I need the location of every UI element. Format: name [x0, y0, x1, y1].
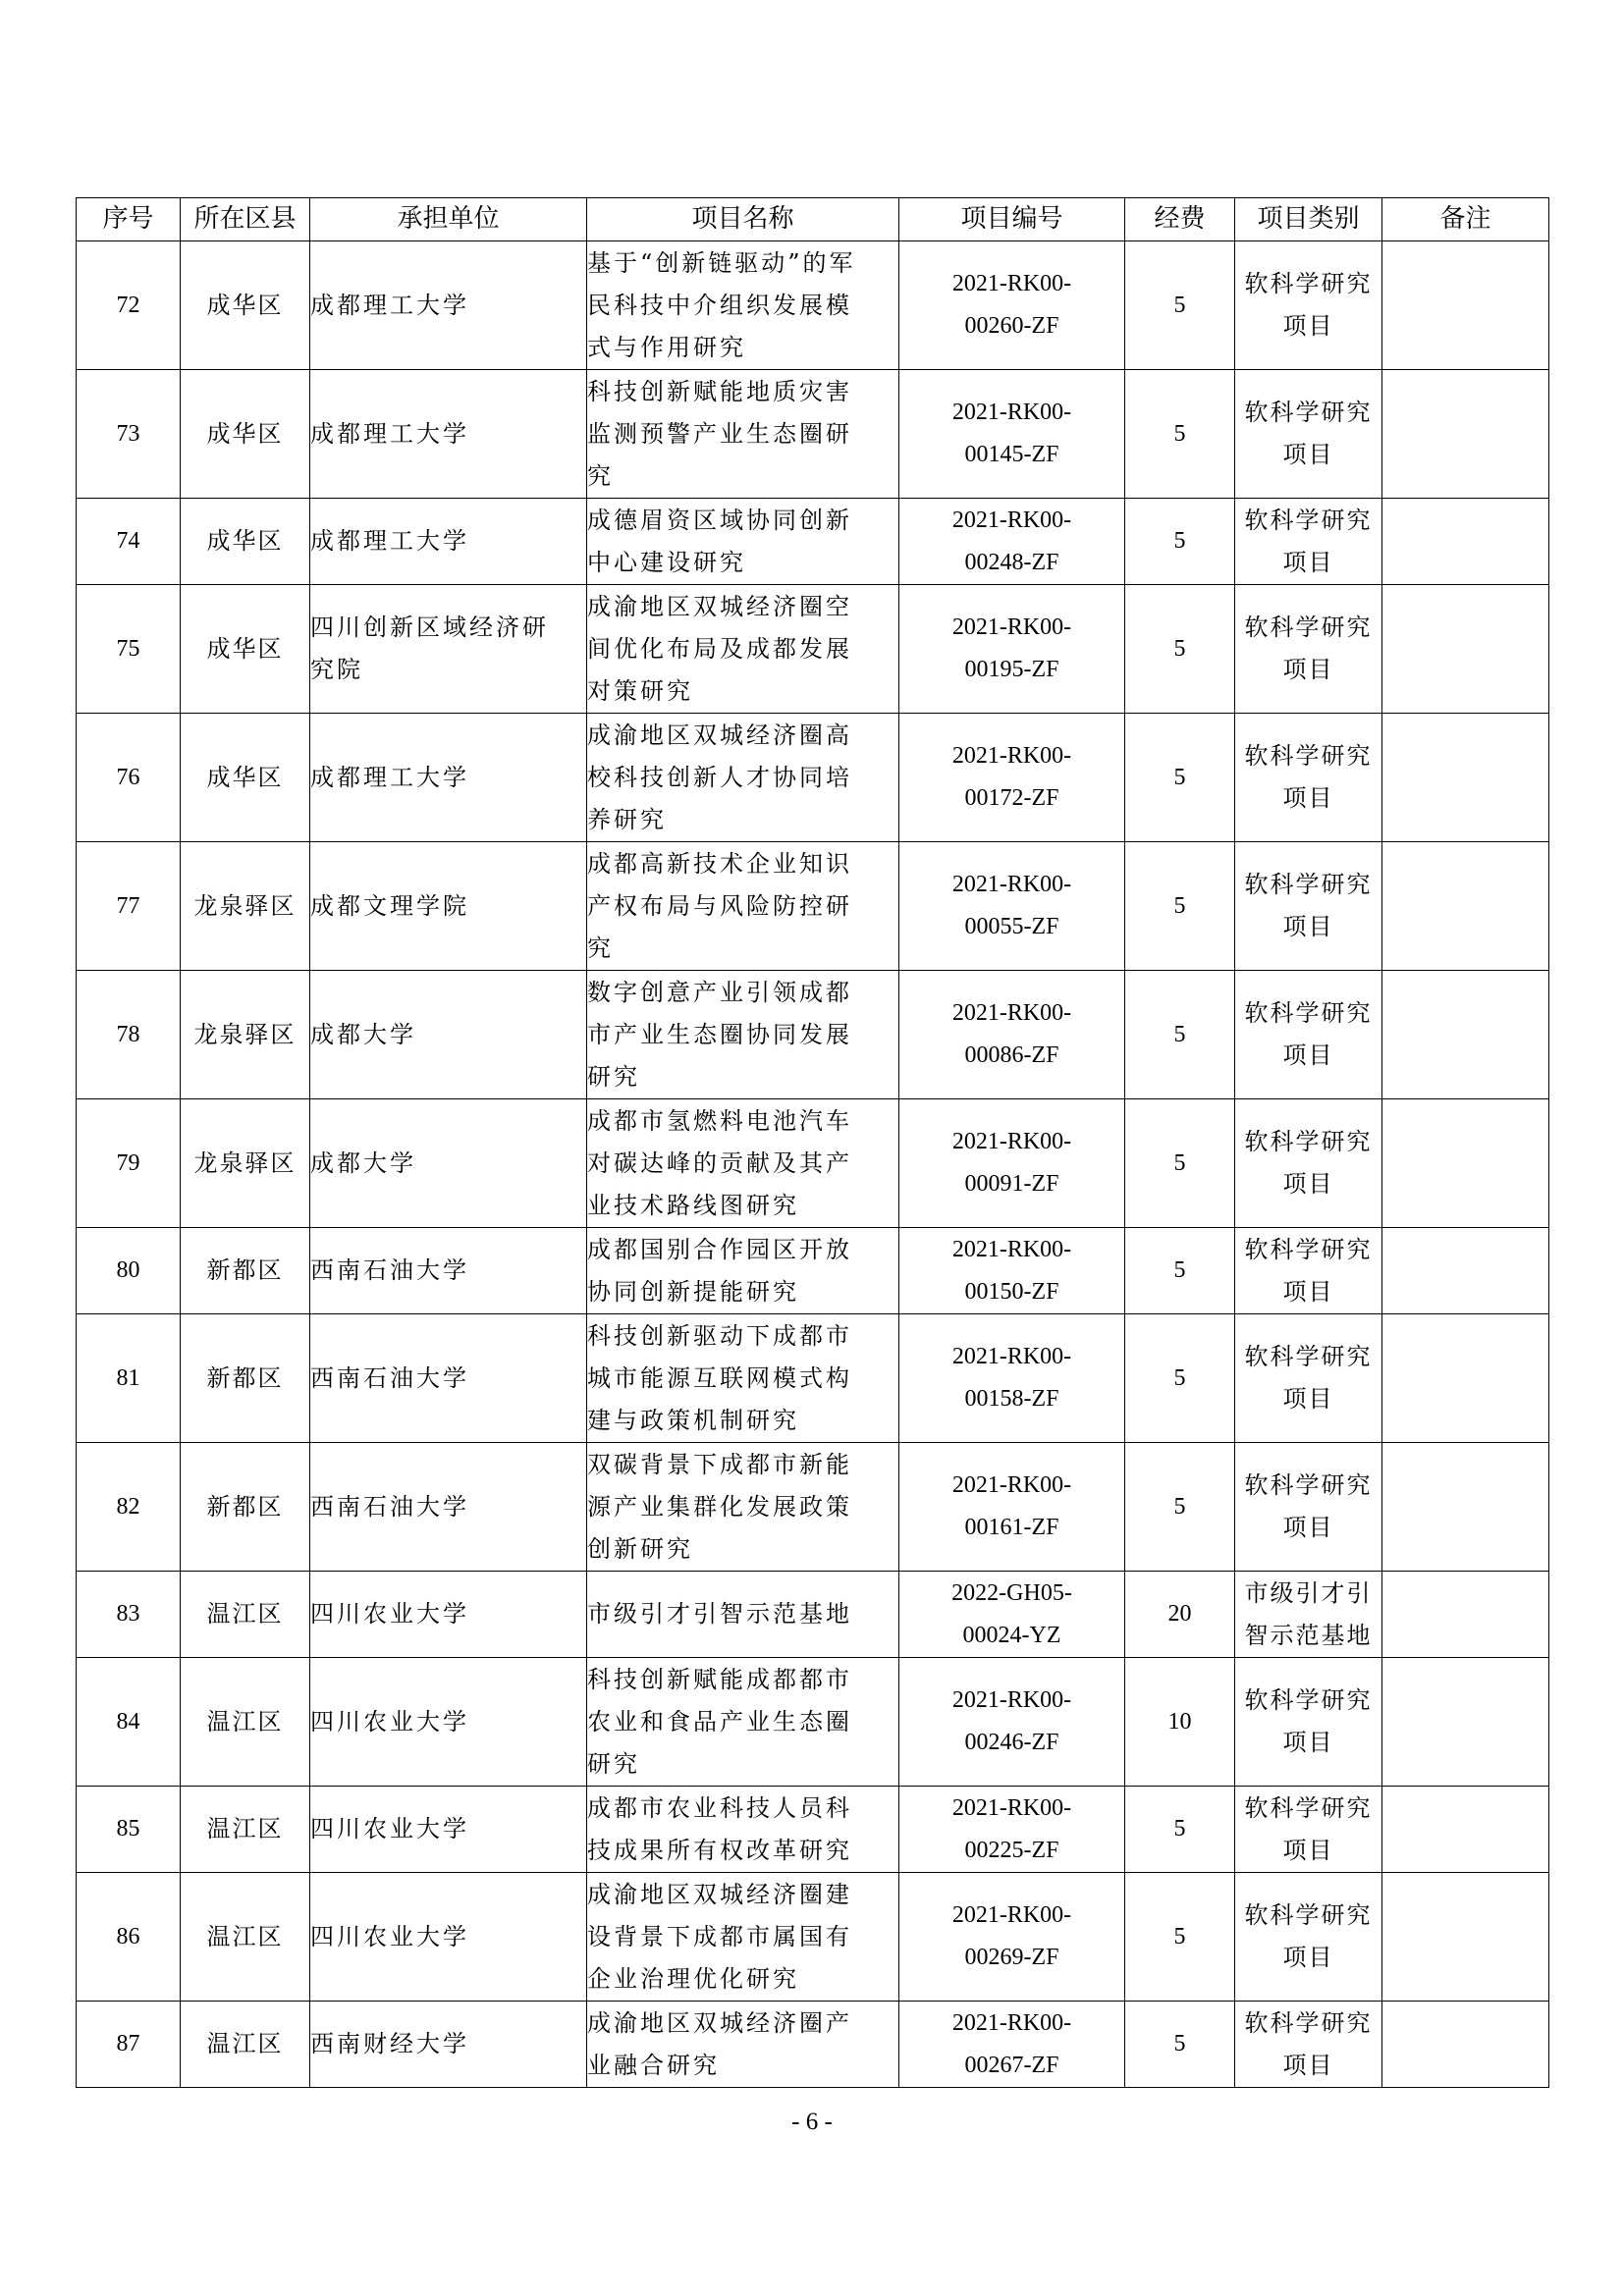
cell-note	[1382, 1572, 1549, 1658]
cell-project-name-line: 成都市农业科技人员科	[587, 1793, 852, 1822]
cell-project-name	[587, 842, 899, 971]
cell-district: 成华区	[181, 370, 310, 499]
cell-unit	[310, 1572, 587, 1658]
cell-category-line: 软科学研究	[1244, 1471, 1373, 1499]
cell-project-name	[587, 1443, 899, 1572]
table-row	[77, 2002, 1549, 2088]
cell-project-name-line: 究	[587, 461, 614, 490]
cell-district: 温江区	[181, 1787, 310, 1873]
cell-category	[1235, 585, 1382, 714]
table-row	[77, 1572, 1549, 1658]
cell-project-code	[899, 842, 1125, 971]
cell-project-name-line: 双碳背景下成都市新能	[587, 1450, 852, 1478]
table-row	[77, 1099, 1549, 1228]
cell-category-line: 项目	[1282, 1041, 1334, 1069]
cell-unit	[310, 1658, 587, 1787]
cell-unit	[310, 1228, 587, 1314]
cell-funding: 5	[1125, 1099, 1235, 1228]
cell-project-code	[899, 585, 1125, 714]
cell-project-code	[899, 1228, 1125, 1314]
cell-project-code-line: 2021-RK00-	[951, 1902, 1072, 1928]
cell-project-name	[587, 1658, 899, 1787]
cell-project-name-line: 数字创意产业引领成都	[587, 978, 852, 1006]
cell-unit-line: 成都理工大学	[310, 763, 469, 791]
cell-unit	[310, 1443, 587, 1572]
cell-unit-line: 成都大学	[310, 1148, 416, 1177]
cell-project-name-line: 成德眉资区域协同创新	[587, 506, 852, 534]
cell-project-code-line: 2022-GH05-	[951, 1579, 1072, 1606]
cell-project-code-line: 00246-ZF	[964, 1730, 1059, 1755]
cell-project-code-line: 00086-ZF	[964, 1042, 1059, 1068]
cell-project-name-line: 产权布局与风险防控研	[587, 891, 852, 920]
cell-category-line: 智示范基地	[1244, 1621, 1373, 1649]
cell-district: 成华区	[181, 714, 310, 842]
cell-project-name-line: 协同创新提能研究	[587, 1277, 799, 1306]
cell-project-name	[587, 2002, 899, 2088]
cell-project-code-line: 2021-RK00-	[951, 2009, 1072, 2036]
cell-project-code-line: 2021-RK00-	[951, 1129, 1072, 1154]
cell-project-name	[587, 585, 899, 714]
table-row	[77, 370, 1549, 499]
cell-project-code-line: 2021-RK00-	[951, 1000, 1072, 1026]
cell-note	[1382, 499, 1549, 585]
cell-project-name-line: 设背景下成都市属国有	[587, 1922, 852, 1950]
cell-project-name	[587, 241, 899, 370]
cell-category	[1235, 1314, 1382, 1443]
cell-project-name-line: 对策研究	[587, 676, 693, 705]
cell-unit	[310, 971, 587, 1099]
cell-project-name-line: 对碳达峰的贡献及其产	[587, 1148, 852, 1177]
cell-district: 成华区	[181, 499, 310, 585]
cell-project-name-line: 技成果所有权改革研究	[587, 1836, 852, 1864]
cell-project-name-line: 成渝地区双城经济圈空	[587, 592, 852, 620]
cell-project-name	[587, 499, 899, 585]
cell-project-code	[899, 499, 1125, 585]
cell-project-name-line: 城市能源互联网模式构	[587, 1363, 852, 1392]
cell-project-code-line: 00150-ZF	[964, 1278, 1059, 1305]
cell-funding: 5	[1125, 499, 1235, 585]
cell-unit-line: 西南财经大学	[310, 2030, 469, 2057]
cell-project-name-line: 中心建设研究	[587, 548, 746, 576]
cell-category-line: 项目	[1282, 548, 1334, 576]
cell-unit-line: 四川农业大学	[310, 1815, 469, 1842]
cell-district: 新都区	[181, 1228, 310, 1314]
cell-project-name-line: 建与政策机制研究	[587, 1406, 799, 1434]
table-row	[77, 971, 1549, 1099]
cell-district: 龙泉驿区	[181, 1099, 310, 1228]
cell-note	[1382, 1314, 1549, 1443]
cell-unit-line: 西南石油大学	[310, 1256, 469, 1284]
cell-funding: 5	[1125, 370, 1235, 499]
header-project-name: 项目名称	[587, 198, 899, 241]
cell-project-code	[899, 714, 1125, 842]
cell-project-code	[899, 241, 1125, 370]
cell-project-code	[899, 971, 1125, 1099]
cell-category	[1235, 499, 1382, 585]
cell-project-code	[899, 1314, 1125, 1443]
cell-project-name	[587, 714, 899, 842]
table-row	[77, 1314, 1549, 1443]
cell-project-code-line: 2021-RK00-	[951, 614, 1072, 640]
cell-project-code-line: 2021-RK00-	[951, 1344, 1072, 1369]
header-funding: 经费	[1125, 198, 1235, 241]
cell-category	[1235, 370, 1382, 499]
cell-category	[1235, 842, 1382, 971]
cell-unit-line: 四川农业大学	[310, 1600, 469, 1628]
cell-num: 85	[77, 1787, 181, 1873]
cell-category-line: 项目	[1282, 2051, 1334, 2079]
cell-project-code-line: 00267-ZF	[964, 2052, 1059, 2078]
cell-project-code-line: 00091-ZF	[964, 1171, 1059, 1197]
cell-funding: 5	[1125, 2002, 1235, 2088]
cell-category-line: 软科学研究	[1244, 399, 1373, 426]
cell-unit	[310, 1787, 587, 1873]
cell-funding: 5	[1125, 1443, 1235, 1572]
cell-unit	[310, 714, 587, 842]
cell-note	[1382, 1787, 1549, 1873]
cell-note	[1382, 1873, 1549, 2002]
cell-num: 86	[77, 1873, 181, 2002]
cell-funding: 5	[1125, 241, 1235, 370]
cell-project-name-line: 农业和食品产业生态圈	[587, 1707, 852, 1735]
cell-project-code-line: 00158-ZF	[964, 1386, 1059, 1412]
cell-unit	[310, 842, 587, 971]
cell-note	[1382, 370, 1549, 499]
cell-category-line: 软科学研究	[1244, 1128, 1373, 1155]
cell-category-line: 软科学研究	[1244, 999, 1373, 1027]
cell-project-name-line: 监测预警产业生态圈研	[587, 419, 852, 448]
cell-funding: 5	[1125, 714, 1235, 842]
cell-unit-line: 成都大学	[310, 1020, 416, 1048]
cell-project-code-line: 2021-RK00-	[951, 1794, 1072, 1821]
cell-category-line: 项目	[1282, 1170, 1334, 1198]
cell-project-name	[587, 1873, 899, 2002]
cell-category	[1235, 1099, 1382, 1228]
cell-unit	[310, 370, 587, 499]
cell-project-code	[899, 2002, 1125, 2088]
cell-unit-line: 四川农业大学	[310, 1707, 469, 1735]
cell-project-name-line: 业技术路线图研究	[587, 1191, 799, 1219]
cell-num: 77	[77, 842, 181, 971]
cell-funding: 5	[1125, 1873, 1235, 2002]
cell-project-code	[899, 1787, 1125, 1873]
cell-project-name	[587, 1572, 899, 1658]
cell-unit-line: 成都文理学院	[310, 891, 469, 920]
cell-category-line: 软科学研究	[1244, 2008, 1373, 2037]
header-unit: 承担单位	[310, 198, 587, 241]
cell-project-name	[587, 370, 899, 499]
cell-category	[1235, 1443, 1382, 1572]
cell-note	[1382, 241, 1549, 370]
cell-project-name-line: 究	[587, 934, 614, 962]
cell-project-name	[587, 1228, 899, 1314]
cell-category-line: 软科学研究	[1244, 270, 1373, 297]
cell-num: 73	[77, 370, 181, 499]
table-row	[77, 241, 1549, 370]
cell-category-line: 软科学研究	[1244, 1793, 1373, 1822]
cell-district: 成华区	[181, 241, 310, 370]
cell-unit	[310, 499, 587, 585]
cell-category-line: 项目	[1282, 1277, 1334, 1306]
cell-category-line: 软科学研究	[1244, 742, 1373, 770]
cell-funding: 20	[1125, 1572, 1235, 1658]
table-row	[77, 714, 1549, 842]
cell-category-line: 软科学研究	[1244, 614, 1373, 641]
cell-num: 72	[77, 241, 181, 370]
cell-project-code-line: 2021-RK00-	[951, 400, 1072, 425]
cell-note	[1382, 714, 1549, 842]
cell-note	[1382, 971, 1549, 1099]
cell-category	[1235, 1228, 1382, 1314]
cell-num: 81	[77, 1314, 181, 1443]
table-row	[77, 842, 1549, 971]
cell-district: 龙泉驿区	[181, 842, 310, 971]
cell-category-line: 软科学研究	[1244, 871, 1373, 898]
cell-category-line: 市级引才引	[1244, 1578, 1373, 1607]
cell-note	[1382, 1099, 1549, 1228]
cell-unit-line: 西南石油大学	[310, 1492, 469, 1521]
cell-project-name	[587, 1099, 899, 1228]
cell-num: 79	[77, 1099, 181, 1228]
cell-project-code-line: 2021-RK00-	[951, 872, 1072, 897]
table-row	[77, 1228, 1549, 1314]
cell-district: 成华区	[181, 585, 310, 714]
cell-num: 78	[77, 971, 181, 1099]
cell-category-line: 项目	[1282, 784, 1334, 812]
cell-district: 温江区	[181, 1658, 310, 1787]
cell-district: 温江区	[181, 2002, 310, 2088]
cell-category	[1235, 2002, 1382, 2088]
table-row	[77, 1443, 1549, 1572]
cell-project-name	[587, 1314, 899, 1443]
cell-funding: 5	[1125, 842, 1235, 971]
cell-project-name-line: 养研究	[587, 805, 667, 833]
table-row	[77, 499, 1549, 585]
cell-project-code-line: 00269-ZF	[964, 1945, 1059, 1970]
cell-district: 新都区	[181, 1443, 310, 1572]
cell-project-code-line: 00055-ZF	[964, 914, 1059, 939]
cell-note	[1382, 1658, 1549, 1787]
table-body	[77, 241, 1549, 2088]
cell-district: 温江区	[181, 1873, 310, 2002]
cell-project-name	[587, 1787, 899, 1873]
cell-project-code-line: 2021-RK00-	[951, 743, 1072, 769]
cell-unit	[310, 241, 587, 370]
table-row	[77, 585, 1549, 714]
cell-category-line: 项目	[1282, 1385, 1334, 1413]
cell-project-code	[899, 370, 1125, 499]
cell-project-code-line: 00260-ZF	[964, 313, 1059, 339]
cell-project-name-line: 科技创新驱动下成都市	[587, 1321, 852, 1350]
cell-num: 74	[77, 499, 181, 585]
page-number: - 6 -	[791, 2109, 833, 2135]
cell-district: 新都区	[181, 1314, 310, 1443]
table-row	[77, 1658, 1549, 1787]
cell-project-code-line: 00161-ZF	[964, 1515, 1059, 1540]
cell-project-code	[899, 1572, 1125, 1658]
cell-unit	[310, 1314, 587, 1443]
cell-note	[1382, 2002, 1549, 2088]
cell-num: 82	[77, 1443, 181, 1572]
cell-project-name	[587, 971, 899, 1099]
cell-category-line: 项目	[1282, 1836, 1334, 1864]
cell-unit-line: 成都理工大学	[310, 527, 469, 555]
header-category: 项目类别	[1235, 198, 1382, 241]
cell-project-code-line: 00024-YZ	[962, 1622, 1061, 1648]
cell-project-name-line: 研究	[587, 1062, 640, 1091]
cell-project-code-line: 2021-RK00-	[951, 1236, 1072, 1262]
cell-project-code-line: 00145-ZF	[964, 442, 1059, 467]
cell-project-name-line: 成都国别合作园区开放	[587, 1235, 852, 1263]
cell-num: 87	[77, 2002, 181, 2088]
cell-category	[1235, 971, 1382, 1099]
cell-funding: 5	[1125, 1228, 1235, 1314]
cell-unit	[310, 1099, 587, 1228]
cell-num: 76	[77, 714, 181, 842]
cell-project-name-line: 市级引才引智示范基地	[587, 1600, 852, 1628]
cell-project-name-line: 成渝地区双城经济圈产	[587, 2008, 852, 2037]
cell-project-code-line: 00172-ZF	[964, 785, 1059, 811]
cell-project-name-line: 成渝地区双城经济圈建	[587, 1880, 852, 1908]
cell-project-name-line: 科技创新赋能地质灾害	[587, 377, 852, 405]
header-note: 备注	[1382, 198, 1549, 241]
cell-project-code-line: 2021-RK00-	[951, 1687, 1072, 1713]
cell-note	[1382, 1443, 1549, 1572]
cell-unit	[310, 1873, 587, 2002]
cell-project-name-line: 基于“创新链驱动”的军	[587, 248, 856, 277]
table-row	[77, 1873, 1549, 2002]
cell-category-line: 项目	[1282, 656, 1334, 683]
cell-note	[1382, 585, 1549, 714]
cell-funding: 5	[1125, 1787, 1235, 1873]
cell-category	[1235, 1787, 1382, 1873]
cell-unit-line: 成都理工大学	[310, 419, 469, 448]
cell-project-code	[899, 1873, 1125, 2002]
cell-unit-line: 四川创新区域经济研	[310, 614, 549, 641]
cell-project-code	[899, 1443, 1125, 1572]
cell-note	[1382, 842, 1549, 971]
cell-category-line: 软科学研究	[1244, 1901, 1373, 1929]
cell-project-name-line: 企业治理优化研究	[587, 1964, 799, 1993]
cell-funding: 5	[1125, 1314, 1235, 1443]
cell-project-name-line: 创新研究	[587, 1534, 693, 1563]
cell-project-name-line: 式与作用研究	[587, 333, 746, 361]
cell-num: 80	[77, 1228, 181, 1314]
cell-project-name-line: 民科技中介组织发展模	[587, 291, 852, 319]
cell-project-code-line: 2021-RK00-	[951, 271, 1072, 296]
cell-district: 龙泉驿区	[181, 971, 310, 1099]
cell-funding: 5	[1125, 971, 1235, 1099]
cell-category-line: 软科学研究	[1244, 1343, 1373, 1370]
cell-category	[1235, 1658, 1382, 1787]
cell-category-line: 项目	[1282, 441, 1334, 468]
cell-unit	[310, 2002, 587, 2088]
cell-project-name-line: 业融合研究	[587, 2051, 720, 2079]
cell-category-line: 项目	[1282, 1729, 1334, 1756]
cell-project-code-line: 00248-ZF	[964, 549, 1059, 575]
table-row	[77, 1787, 1549, 1873]
cell-funding: 5	[1125, 585, 1235, 714]
cell-category	[1235, 1873, 1382, 2002]
cell-category-line: 项目	[1282, 1514, 1334, 1541]
header-project-code: 项目编号	[899, 198, 1125, 241]
cell-unit-line: 四川农业大学	[310, 1922, 469, 1950]
header-num: 序号	[77, 198, 181, 241]
cell-unit-line: 究院	[310, 656, 363, 683]
cell-unit-line: 西南石油大学	[310, 1363, 469, 1392]
cell-project-name-line: 科技创新赋能成都都市	[587, 1665, 852, 1693]
cell-project-code	[899, 1658, 1125, 1787]
cell-project-name-line: 成都市氢燃料电池汽车	[587, 1106, 852, 1135]
cell-unit	[310, 585, 587, 714]
cell-funding: 10	[1125, 1658, 1235, 1787]
cell-project-name-line: 市产业生态圈协同发展	[587, 1020, 852, 1048]
cell-num: 83	[77, 1572, 181, 1658]
cell-project-code-line: 00225-ZF	[964, 1837, 1059, 1863]
cell-num: 84	[77, 1658, 181, 1787]
cell-project-name-line: 研究	[587, 1749, 640, 1778]
cell-project-name-line: 成都高新技术企业知识	[587, 849, 852, 878]
cell-district: 温江区	[181, 1572, 310, 1658]
cell-category-line: 软科学研究	[1244, 506, 1373, 534]
cell-category-line: 项目	[1282, 913, 1334, 940]
table-header-row	[77, 198, 1549, 241]
cell-unit-line: 成都理工大学	[310, 291, 469, 319]
header-district: 所在区县	[181, 198, 310, 241]
cell-category-line: 软科学研究	[1244, 1235, 1373, 1263]
cell-project-code-line: 00195-ZF	[964, 657, 1059, 682]
cell-project-code-line: 2021-RK00-	[951, 507, 1072, 533]
cell-category-line: 软科学研究	[1244, 1686, 1373, 1714]
cell-note	[1382, 1228, 1549, 1314]
cell-category-line: 项目	[1282, 1944, 1334, 1971]
cell-project-code-line: 2021-RK00-	[951, 1472, 1072, 1498]
cell-project-code	[899, 1099, 1125, 1228]
cell-project-name-line: 成渝地区双城经济圈高	[587, 721, 852, 749]
cell-category-line: 项目	[1282, 312, 1334, 340]
cell-num: 75	[77, 585, 181, 714]
cell-project-name-line: 间优化布局及成都发展	[587, 634, 852, 663]
project-table	[76, 197, 1549, 2088]
cell-project-name-line: 源产业集群化发展政策	[587, 1492, 852, 1521]
cell-project-name-line: 校科技创新人才协同培	[587, 763, 852, 791]
cell-category	[1235, 714, 1382, 842]
cell-category	[1235, 241, 1382, 370]
cell-category	[1235, 1572, 1382, 1658]
